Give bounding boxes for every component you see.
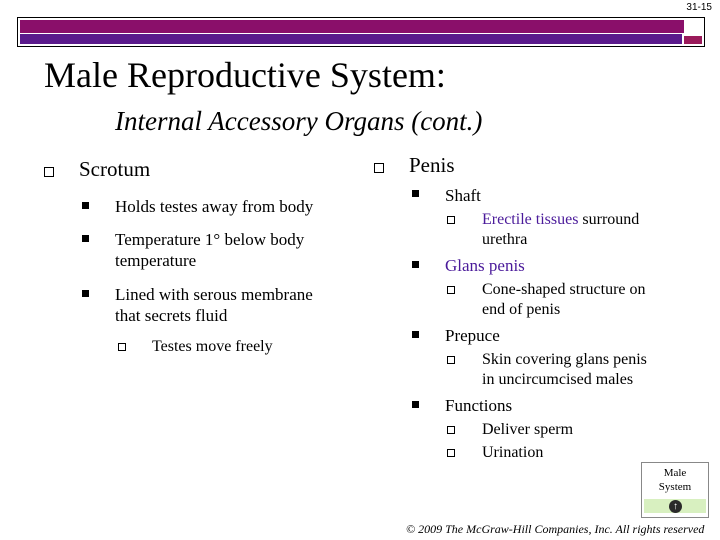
scrotum-item-2-line-1: Temperature 1° below body	[115, 230, 305, 249]
shaft-detail-rest: surround	[578, 211, 640, 228]
glans-detail	[482, 280, 646, 320]
slide-number: 31-15	[686, 2, 712, 13]
header-band	[17, 17, 705, 47]
scrotum-item-2	[115, 229, 304, 271]
header-band-bottom	[20, 34, 682, 44]
sub-bullet-hollow-square-icon	[118, 343, 126, 351]
bullet-solid-square-icon	[412, 401, 419, 408]
prepuce-detail-line-1: Skin covering glans penis	[482, 351, 647, 368]
bullet-solid-square-icon	[412, 331, 419, 338]
penis-heading: Penis	[409, 153, 455, 177]
erectile-tissues-link[interactable]: Erectile tissues	[482, 211, 579, 228]
slide-subtitle: Internal Accessory Organs (cont.)	[115, 106, 483, 136]
glans-detail-line-1: Cone-shaped structure on	[482, 281, 646, 298]
glans-penis-link[interactable]: Glans penis	[445, 256, 525, 275]
prepuce-detail-line-2: in uncircumcised males	[482, 371, 634, 388]
nav-box-line-2: System	[658, 481, 692, 493]
prepuce-label: Prepuce	[445, 326, 500, 345]
scrotum-item-3	[115, 284, 313, 326]
slide-title: Male Reproductive System:	[44, 55, 446, 95]
function-urination: Urination	[482, 444, 544, 461]
prepuce-detail	[482, 350, 647, 390]
scrotum-item-3-line-2: that secrets fluid	[115, 306, 228, 325]
nav-box-line-1: Male	[663, 467, 687, 479]
sub-bullet-hollow-square-icon	[447, 286, 455, 294]
scrotum-heading: Scrotum	[79, 157, 151, 181]
scrotum-item-1: Holds testes away from body	[115, 197, 314, 216]
sub-bullet-hollow-square-icon	[447, 216, 455, 224]
male-system-nav-box[interactable]	[641, 462, 709, 518]
sub-bullet-hollow-square-icon	[447, 426, 455, 434]
header-band-square	[684, 36, 702, 44]
sub-bullet-hollow-square-icon	[447, 449, 455, 457]
bullet-hollow-square-icon	[374, 163, 384, 173]
shaft-detail	[482, 210, 639, 250]
functions-label: Functions	[445, 396, 513, 415]
sub-bullet-hollow-square-icon	[447, 356, 455, 364]
copyright-notice: © 2009 The McGraw-Hill Companies, Inc. All rights reserved	[406, 522, 705, 536]
bullet-solid-square-icon	[412, 261, 419, 268]
bullet-solid-square-icon	[82, 235, 89, 242]
shaft-detail-line-2: urethra	[482, 231, 528, 248]
bullet-solid-square-icon	[82, 290, 89, 297]
bullet-hollow-square-icon	[44, 167, 54, 177]
scrotum-item-2-line-2: temperature	[115, 251, 197, 270]
shaft-label: Shaft	[445, 186, 481, 205]
glans-detail-line-2: end of penis	[482, 301, 561, 318]
bullet-solid-square-icon	[412, 190, 419, 197]
scrotum-item-3-line-1: Lined with serous membrane	[115, 285, 313, 304]
bullet-solid-square-icon	[82, 202, 89, 209]
scrotum-sub-item: Testes move freely	[152, 338, 273, 355]
function-deliver-sperm: Deliver sperm	[482, 421, 574, 438]
header-band-top	[20, 20, 684, 33]
nav-up-arrow-icon[interactable]: ↑	[669, 500, 682, 513]
